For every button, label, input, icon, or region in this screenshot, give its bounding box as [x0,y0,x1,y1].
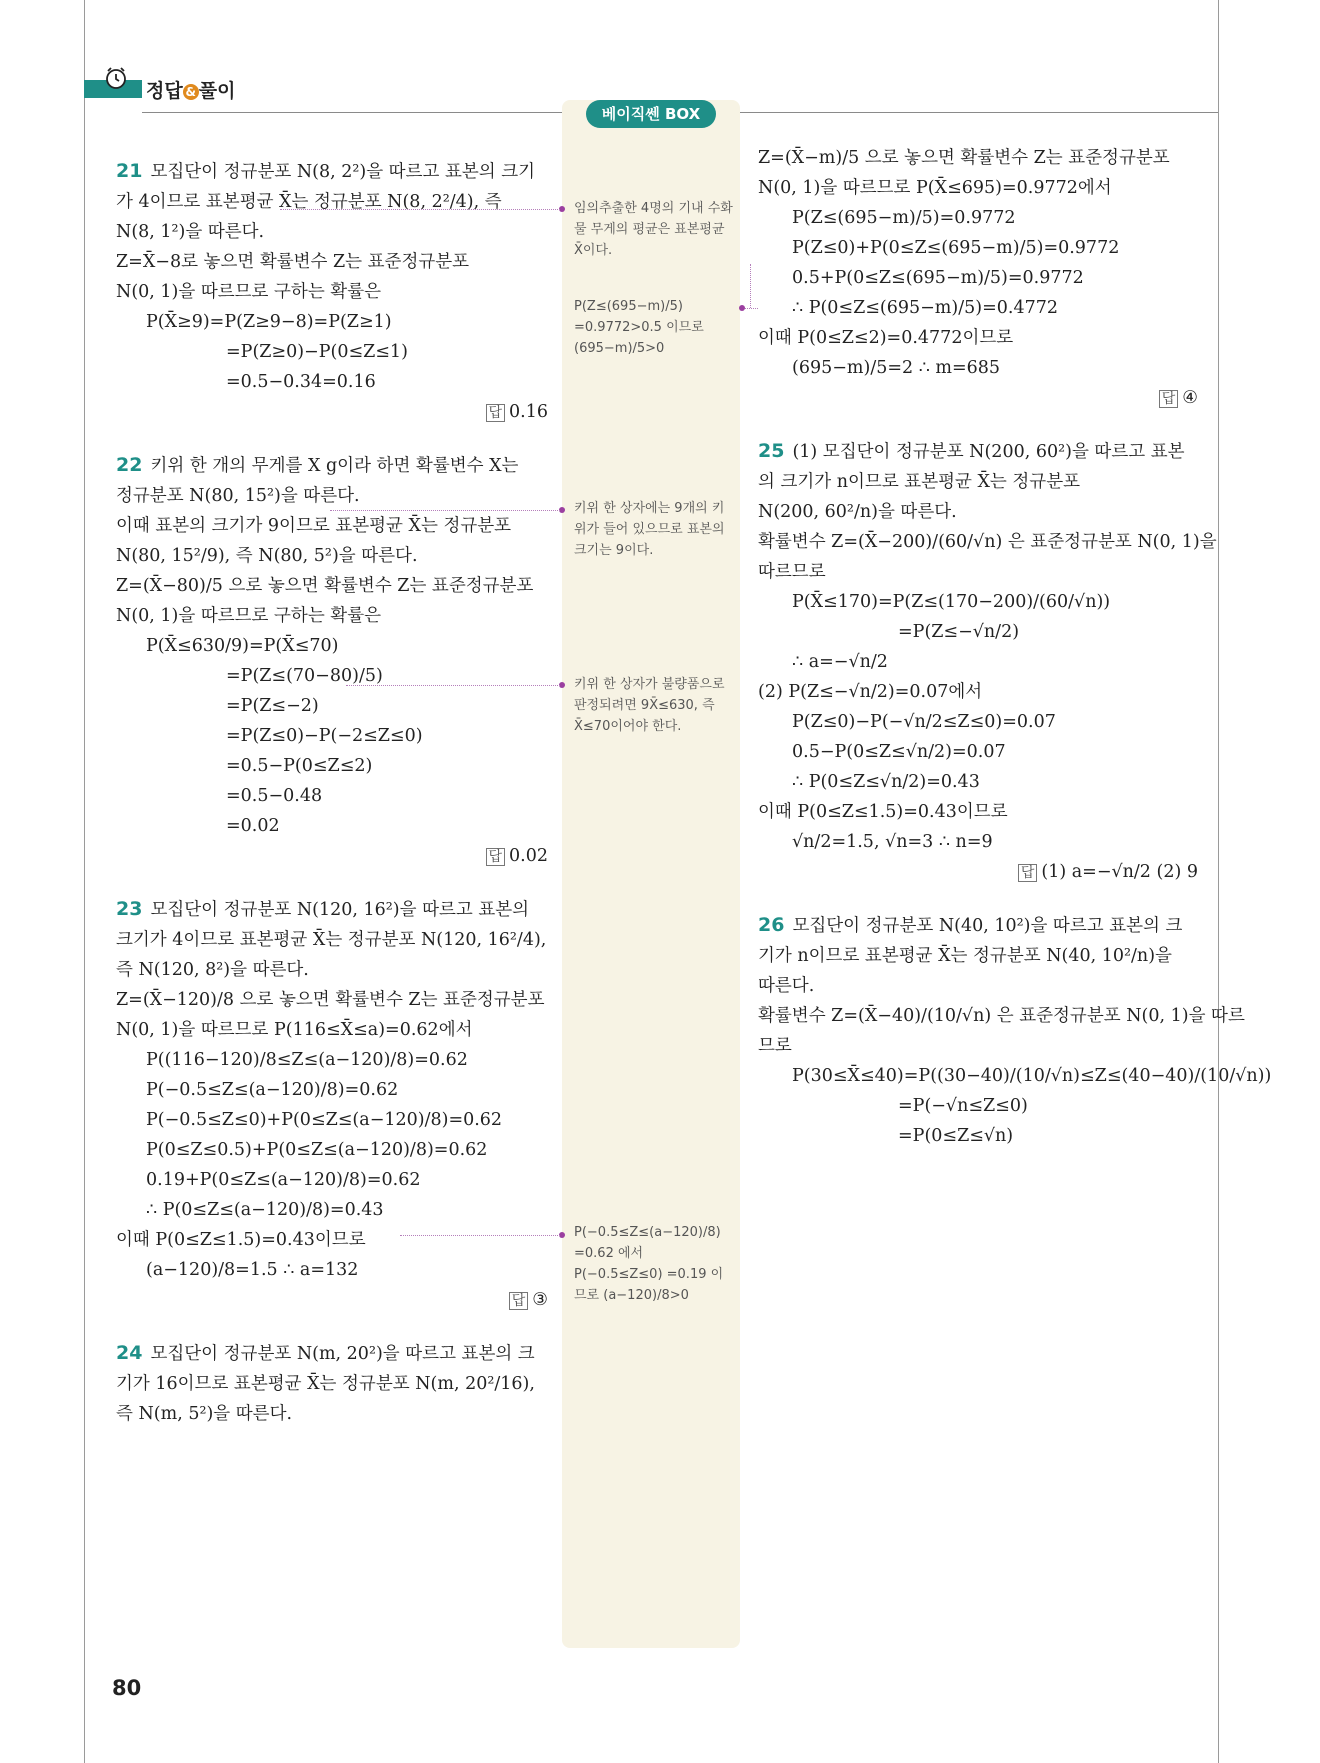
connector-line [280,209,560,210]
line-text: P(30≤X̄≤40)=P((30−40)/(10/√n)≤Z≤(40−40)/(10/√n)) [792,1066,1272,1086]
title-amp: & [183,84,199,100]
problem-number: 25 [758,440,785,462]
line-text: ∴ P(0≤Z≤√n/2)=0.43 [792,772,980,792]
solution-line [116,955,548,985]
solution-line [758,707,1198,737]
alarm-clock-icon [104,66,128,90]
answer-line [116,397,548,428]
solution-line [116,601,548,631]
line-text: P(−0.5≤Z≤0)+P(0≤Z≤(a−120)/8)=0.62 [146,1110,503,1130]
answer-icon: 답 [509,1292,529,1310]
connector-line [745,308,758,309]
solution-line [116,985,548,1015]
solution-line [758,677,1198,707]
line-text: (695−m)/5=2 ∴ m=685 [792,358,1001,378]
problem-start-line [758,436,1198,467]
solution-line [758,263,1198,293]
line-text: 따른다. [758,976,815,996]
line-text: N(80, 15²/9), 즉 N(80, 5²)을 따른다. [116,546,418,566]
line-text: N(200, 60²/n)을 따른다. [758,502,957,522]
line-text: N(0, 1)을 따르므로 P(116≤X̄≤a)=0.62에서 [116,1020,473,1040]
line-text: =0.02 [226,816,280,836]
line-text: 즉 N(120, 8²)을 따른다. [116,960,309,980]
line-text: 확률변수 Z=(X̄−200)/(60/√n) 은 표준정규분포 N(0, 1)을 [758,532,1217,552]
line-text: N(0, 1)을 따르므로 구하는 확률은 [116,282,382,302]
solution-line [758,587,1198,617]
section-title [146,76,235,103]
line-text: 가 4이므로 표본평균 X̄는 정규분포 N(8, 2²/4), 즉 [116,192,502,212]
line-text: Z=(X̄−120)/8 으로 놓으면 확률변수 Z는 표준정규분포 [116,990,545,1010]
solution-line [116,1075,548,1105]
answer-icon: 답 [486,404,506,422]
line-text: 모집단이 정규분포 N(40, 10²)을 따르고 표본의 크 [792,916,1183,936]
problem-start-line [116,894,548,925]
answer-icon: 답 [1018,864,1038,882]
answer-value: 0.02 [509,846,548,866]
line-text: 0.5−P(0≤Z≤√n/2)=0.07 [792,742,1006,762]
solution-line [116,1015,548,1045]
problem-number: 23 [116,898,143,920]
solution-line [758,293,1198,323]
solution-line [116,781,548,811]
problem-number: 24 [116,1342,143,1364]
line-text: P((116−120)/8≤Z≤(a−120)/8)=0.62 [146,1050,468,1070]
solution-line [116,1135,548,1165]
line-text: =P(−√n≤Z≤0) [898,1096,1028,1116]
line-text: 모집단이 정규분포 N(8, 2²)을 따르고 표본의 크기 [150,162,536,182]
solution-line [758,233,1198,263]
page-number: 80 [112,1676,142,1700]
line-text: N(0, 1)을 따르므로 구하는 확률은 [116,606,382,626]
line-text: (1) 모집단이 정규분포 N(200, 60²)을 따르고 표본 [792,442,1185,462]
solution-line [758,797,1198,827]
line-text: =P(Z≤−√n/2) [898,622,1020,642]
solution-line [116,247,548,277]
solution-line [758,1121,1198,1151]
answer-line [758,383,1198,414]
solution-line [758,737,1198,767]
solution-line [116,751,548,781]
solution-line [758,827,1198,857]
problem-start-line [758,910,1198,941]
solution-line [116,1195,548,1225]
line-text: =P(Z≤(70−80)/5) [226,666,383,686]
solution-line [116,187,548,217]
solution-line [116,1369,548,1399]
problem-number: 26 [758,914,785,936]
line-text: ∴ a=−√n/2 [792,652,888,672]
solution-line [116,277,548,307]
solution-line [758,143,1198,173]
line-text: P(X̄≥9)=P(Z≥9−8)=P(Z≥1) [146,312,392,332]
solution-line [116,367,548,397]
problem-number: 22 [116,454,143,476]
solution-line [758,1001,1245,1031]
solution-line [116,1045,548,1075]
line-text: √n/2=1.5, √n=3 ∴ n=9 [792,832,993,852]
solution-line [116,571,548,601]
solution-line [758,617,1198,647]
line-text: (a−120)/8=1.5 ∴ a=132 [146,1260,359,1280]
line-text: P(Z≤(695−m)/5)=0.9772 [792,208,1016,228]
solution-line [116,511,548,541]
solution-line [116,337,548,367]
line-text: Z=X̄−8로 놓으면 확률변수 Z는 표준정규분포 [116,252,470,272]
problem-start-line [116,450,548,481]
solution-line [116,661,548,691]
solution-line [758,203,1198,233]
solution-line [116,1255,548,1285]
line-text: 기가 16이므로 표본평균 X̄는 정규분포 N(m, 20²/16), [116,1374,535,1394]
connector-line [750,264,751,308]
solution-line [758,1061,1272,1091]
line-text: 키위 한 개의 무게를 X g이라 하면 확률변수 X는 [150,456,519,476]
line-text: N(8, 1²)을 따른다. [116,222,265,242]
line-text: =P(Z≤−2) [226,696,319,716]
solution-line [758,971,1198,1001]
answer-icon: 답 [1159,390,1179,408]
solution-line [116,721,548,751]
line-text: P(X̄≤170)=P(Z≤(170−200)/(60/√n)) [792,592,1111,612]
page-frame-right [1218,0,1219,1763]
solution-line [758,323,1198,353]
solution-line [758,527,1217,557]
answer-value: ③ [532,1290,548,1310]
line-text: 즉 N(m, 5²)을 따른다. [116,1404,293,1424]
solution-line [758,767,1198,797]
right-column [758,143,1272,1151]
line-text: =0.5−0.48 [226,786,323,806]
solution-line [116,631,548,661]
box-note-1: 임의추출한 4명의 기내 수화물 무게의 평균은 표본평균 X̄이다. [574,201,733,258]
line-text: 0.5+P(0≤Z≤(695−m)/5)=0.9772 [792,268,1084,288]
line-text: 정규분포 N(80, 15²)을 따른다. [116,486,360,506]
line-text: P(0≤Z≤0.5)+P(0≤Z≤(a−120)/8)=0.62 [146,1140,488,1160]
line-text: 이때 P(0≤Z≤1.5)=0.43이므로 [116,1230,366,1250]
line-text: =P(Z≥0)−P(0≤Z≤1) [226,342,408,362]
line-text: =P(Z≤0)−P(−2≤Z≤0) [226,726,423,746]
line-text: 0.19+P(0≤Z≤(a−120)/8)=0.62 [146,1170,421,1190]
line-text: Z=(X̄−m)/5 으로 놓으면 확률변수 Z는 표준정규분포 [758,148,1170,168]
problem-start-line [116,156,548,187]
line-text: 의 크기가 n이므로 표본평균 X̄는 정규분포 [758,472,1081,492]
line-text: 확률변수 Z=(X̄−40)/(10/√n) 은 표준정규분포 N(0, 1)을 따르 [758,1006,1245,1026]
line-text: Z=(X̄−80)/5 으로 놓으면 확률변수 Z는 표준정규분포 [116,576,534,596]
answer-value: 0.16 [509,402,548,422]
solution-line [116,691,548,721]
line-text: =P(0≤Z≤√n) [898,1126,1014,1146]
basic-box-badge: 베이직쎈 BOX [586,100,716,128]
line-text: P(X̄≤630/9)=P(X̄≤70) [146,636,339,656]
box-note-4: 키위 한 상자가 불량품으로 판정되려면 9X̄≤630, 즉 X̄≤70이어야 한다. [574,677,725,734]
solution-line [758,647,1198,677]
solution-line [758,173,1198,203]
solution-line [116,1225,548,1255]
solution-line [116,481,548,511]
line-text: 모집단이 정규분포 N(120, 16²)을 따르고 표본의 [150,900,530,920]
answer-value: (1) a=−√n/2 (2) 9 [1041,862,1198,882]
problem-start-line [116,1338,548,1369]
solution-line [758,1091,1198,1121]
line-text: ∴ P(0≤Z≤(a−120)/8)=0.43 [146,1200,384,1220]
line-text: 따르므로 [758,562,826,582]
box-note-5: P(−0.5≤Z≤(a−120)/8) =0.62 에서 P(−0.5≤Z≤0) =0.19 이므로 (a−120)/8>0 [574,1225,724,1303]
line-text: 크기가 4이므로 표본평균 X̄는 정규분포 N(120, 16²/4), [116,930,547,950]
problem-number: 21 [116,160,143,182]
connector-line [330,510,560,511]
line-text: 이때 표본의 크기가 9이므로 표본평균 X̄는 정규분포 [116,516,512,536]
line-text: 이때 P(0≤Z≤2)=0.4772이므로 [758,328,1014,348]
solution-line [758,1031,1198,1061]
line-text: ∴ P(0≤Z≤(695−m)/5)=0.4772 [792,298,1058,318]
solution-line [116,1399,548,1429]
title-left: 정답 [146,80,183,102]
title-right: 풀이 [198,80,236,102]
line-text: (2) P(Z≤−√n/2)=0.07에서 [758,682,983,702]
line-text: =0.5−P(0≤Z≤2) [226,756,373,776]
line-text: P(Z≤0)+P(0≤Z≤(695−m)/5)=0.9772 [792,238,1120,258]
line-text: P(Z≤0)−P(−√n/2≤Z≤0)=0.07 [792,712,1056,732]
solution-line [758,497,1198,527]
solution-line [758,941,1198,971]
connector-line [400,1235,560,1236]
solution-line [116,1105,548,1135]
solution-line [758,353,1198,383]
solution-line [116,1165,548,1195]
line-text: 므로 [758,1036,792,1056]
answer-line [758,857,1198,888]
answer-line [116,841,548,872]
connector-line [346,685,560,686]
line-text: 모집단이 정규분포 N(m, 20²)을 따르고 표본의 크 [150,1344,535,1364]
line-text: 이때 P(0≤Z≤1.5)=0.43이므로 [758,802,1008,822]
answer-value: ④ [1182,388,1198,408]
solution-line [758,467,1198,497]
line-text: 기가 n이므로 표본평균 X̄는 정규분포 N(40, 10²/n)을 [758,946,1172,966]
box-note-3: 키위 한 상자에는 9개의 키위가 들어 있으므로 표본의 크기는 9이다. [574,501,725,558]
line-text: =0.5−0.34=0.16 [226,372,376,392]
answer-icon: 답 [486,848,506,866]
answer-line [116,1285,548,1316]
line-text: P(−0.5≤Z≤(a−120)/8)=0.62 [146,1080,399,1100]
solution-line [758,557,1198,587]
box-note-2: P(Z≤(695−m)/5) =0.9772>0.5 이므로 (695−m)/5>0 [574,299,704,356]
solution-line [116,217,548,247]
solution-line [116,925,548,955]
solution-line [116,541,548,571]
page-frame-left [84,0,85,1763]
solution-line [116,811,548,841]
solution-line [116,307,548,337]
line-text: N(0, 1)을 따르므로 P(X̄≤695)=0.9772에서 [758,178,1112,198]
